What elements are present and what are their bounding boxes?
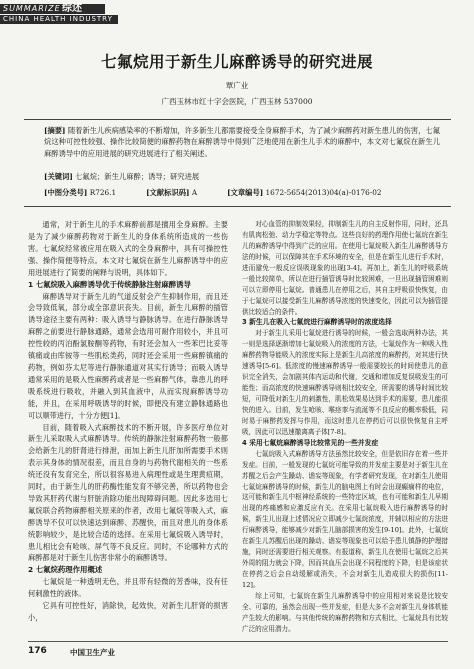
author-name: 覃广业 [225,81,249,90]
doc-code-value: A [191,188,198,197]
doc-number-label: [文章编号] [227,188,264,197]
section-banner [0,0,474,26]
clc-label: [中图分类号] [44,188,88,197]
article-title: 七氟烷用于新生儿麻醉诱导的研究进展 [100,53,373,71]
body-column-right [242,219,448,635]
doc-code [146,188,197,198]
body-paragraph: 对于新生儿采用七氟烷进行诱导的时候，一般会选取两种办法，其一则是选择逐渐增加七氟烷吸入的浓度的方法，七氟烷作为一种吸入性麻醉药物导能吸入的浓度实际上是新生儿高浓度的麻醉药，对其进行快速诱导[5-6]。低浓度的慢速麻醉诱导一般需要较长的时间使患儿的意识完全消失，会加剧其体内运动和代谢，交通和增加反复误吸发生的可能性；而高浓度的快速麻醉诱导则相比较安全，所需要的诱导时间比较短，可降低对新生儿的刺激性，肌松效果易达到手术的需要，患儿能很快的进入。目前，发生呛咳、喉痉挛与流涎等不良反应的概率极低，同时易于麻醉药发挥与作用，而这时患儿在停药后可以很快恢复自主呼吸，因此可以迅速撤离离子体[7-8]。 [242,329,448,436]
doc-code-label: [文献标识码] [146,188,190,197]
doc-number-value: 1672-5654(2013)04(a)-0176-02 [265,188,382,197]
body-paragraph: 目前，随着吸入式麻醉技术的不断开展，许多医疗单位对新生儿采取吸入式麻醉诱导。传统的静脉注射麻醉药物一般都会给新生儿的肝肾进行排泄，而加上新生儿肝加所需要手术则表示其身体的情况很差，而且自身的与药物代谢相关的一些系统还没有发育完全，所以很容易进入病理性或是生理黄疸期，同时，由于新生儿的肝药酶性能发育不够完善，所以药物也会导致其肝药代谢与肝脏消除功能出现障碍问题。因此多选用七氟烷联合药物麻醉相关原来的作者，改用七氟烷等吸入式，麻醉诱导不仅可以快速达到麻醉、苏醒快，而且对患儿的身体系统影响较少，是比较合适的选择。在采用七氟烷吸入诱导时，患儿相比会有呛咳、屏气等不良反应。同时，不论哪种方式的麻醉都是对于新生儿伤害非常小的麻醉诱导。 [28,422,228,563]
keywords-text: 七氟烷；新生儿麻醉；诱导；研究进展 [75,172,200,181]
author-affiliation: 广西玉林市红十字会医院，广西玉林 537000 [161,97,313,106]
section-heading: 4 采用七氟烷麻醉诱导比较常见的一些并发症 [242,438,379,447]
journal-name-cn: 中国卫生产业 [70,648,115,657]
doc-number [227,188,381,198]
body-paragraph: 通常，对于新生儿的手术麻醉前都是擅用全身麻醉。主要是为了减少麻醉药物对于新生儿的身体系统所造成的一些伤害。七氟烷经常被应用在吸入式的全身麻醉中，具有可操控性强、操作简便等特点。本文对七氟烷在新生儿麻醉诱导中的应用进展进行了简要的阐释与说明，具体如下。 [28,220,228,277]
classification-line [44,188,440,198]
body-paragraph: 七氟烷吸入式麻醉诱导方法虽然比较安全，但是依旧存在着一些并发症。目前，一般发现的七氟烷可能导致的并发症主要是对于新生儿在苏醒之后会产生躁动、谵妄等现象，有学者研究发现，在对新生儿使用七氟烷麻醉诱导的时候，新生儿的脑电图上有时会出现癫痫样的电位，这可能和新生儿中枢神经系统的一些特定区域，也有可能和新生儿早期出现的疼痛感和应激反应有关。在采用七氟烷吸入进行麻醉诱导的时候，新生儿出现上述情况应立即减少七氟烷浓度，并辅以相应的方法进行麻醉诱导，能够减少对新生儿脑部损害的发生[9-10]。此外，七氟烷在新生儿苏醒后出现的躁动、谵妄等现象也可以给予患儿镇静的护理措施，同时还需要进行相关观察。有报道称，新生儿在使用七氟烷之后其外周的阻力就会下降，因而其血压会出现不同程度的下降，但是该症状在停药之后会自动缓解或消失，不会对新生儿造成很大的损伤[11-12]。 [242,449,448,589]
section-name-cn: 综述 [62,3,82,14]
body-paragraph: 对心血管的抑制效果轻，抑制新生儿的自主反射作用，同时，还具有肌肉松弛、动力学稳定等特点。这些良好的药理作用使七氟烷在新生儿的麻醉诱导中得到广泛的应用。在使用七氟烷吸入新生儿麻醉诱导方法的时候，可以保障其在手术环境的安全，但是在新生儿进行手术时，进而避免一般反应误吸现象的出现[3-4]。再加上，新生儿的呼吸系统一般比较简单，所以在进行插管诱导时比较困难，一旦出现插管困难则可以立即停用七氟烷。普通患儿在停用之后，其自主呼吸很快恢复，由于七氟烷可以接受新生儿麻醉诱导浓度的快速变化，因此可以为插管提供比较适合的条件。 [242,220,448,316]
page-number: 176 [28,646,47,656]
journal-name-en: CHINA HEALTH INDUSTRY [3,15,113,23]
body-paragraph: 七氟烷是一种透明无色，并且带有轻微的芳香味，没有任何刺激性的液体。 [28,577,228,599]
abstract-text: 随着新生儿疾病感染率的不断增加，许多新生儿都需要接受全身麻醉手术，为了减少麻醉药对新生患儿的伤害，七氟烷这种可控性较强、操作比较简便的麻醉药物在麻醉诱导中得到广泛地使用在新生儿手术的麻醉中，本文对七氟烷在新生儿麻醉诱导中的应用进展的研究进展进行了相关阐述。 [44,126,441,158]
clc [44,188,116,198]
body-paragraph: 它具有可控性好，消除快，起效快，对新生儿肝肾的损害小， [28,601,228,623]
keywords-label: [关键词] [44,172,73,181]
abstract [44,125,440,159]
section-heading: 3 新生儿在吸入七氟烷进行麻醉诱导时的浓度选择 [242,318,392,327]
keywords [44,172,199,182]
section-heading: 1 七氟烷吸入麻醉诱导优于传统静脉注射麻醉诱导 [28,279,191,289]
body-paragraph: 综上可知，七氟烷在新生儿麻醉诱导中的应用相对来说是比较安全、可靠的，虽然会出现一些并发症，但是大多不会对新生儿身体机能产生较大的影响。与其他传统的麻醉药物和方式相比，七氟烷具有比较广泛的应用潜力。 [242,591,448,633]
body-paragraph: 麻醉诱导对于新生儿的气道反射会产生抑制作用，而且还会导致低氧，部分或全部意识丧失。目前，新生儿麻醉的插管诱导途径主要有两种：吸入诱导与静脉诱导。在进行静脉诱导麻醉之前要进行静脉通路，通常会选用可耐作用较小，并且可控性较的丙泊酚氯胺酮等药物，有时还会加入一些苯巴比妥等镇痛或由库铵等一些肌松类药，同时还会采用一些麻醉镇痛的药物，例如芬太尼等进行静脉通道对其实行诱导；而吸入诱导通常采用的是吸入性麻醉药或者是一些麻醉气体，靠患儿的呼吸系统进行吸收，并融入到其血液中，从而实现麻醉诱导功能，并且，在采用呼吸诱导的时候，即便没有建立静脉通路也可以顺带进行，十分方便[1]。 [28,291,228,420]
body-column-left [28,219,228,624]
abstract-label: [摘要] [44,126,66,135]
section-name-en: SUMMARIZE [3,4,61,13]
clc-value: R726.1 [89,188,117,197]
footer-rule [28,641,448,642]
section-heading: 2 七氟烷药理作用概述 [28,565,103,575]
